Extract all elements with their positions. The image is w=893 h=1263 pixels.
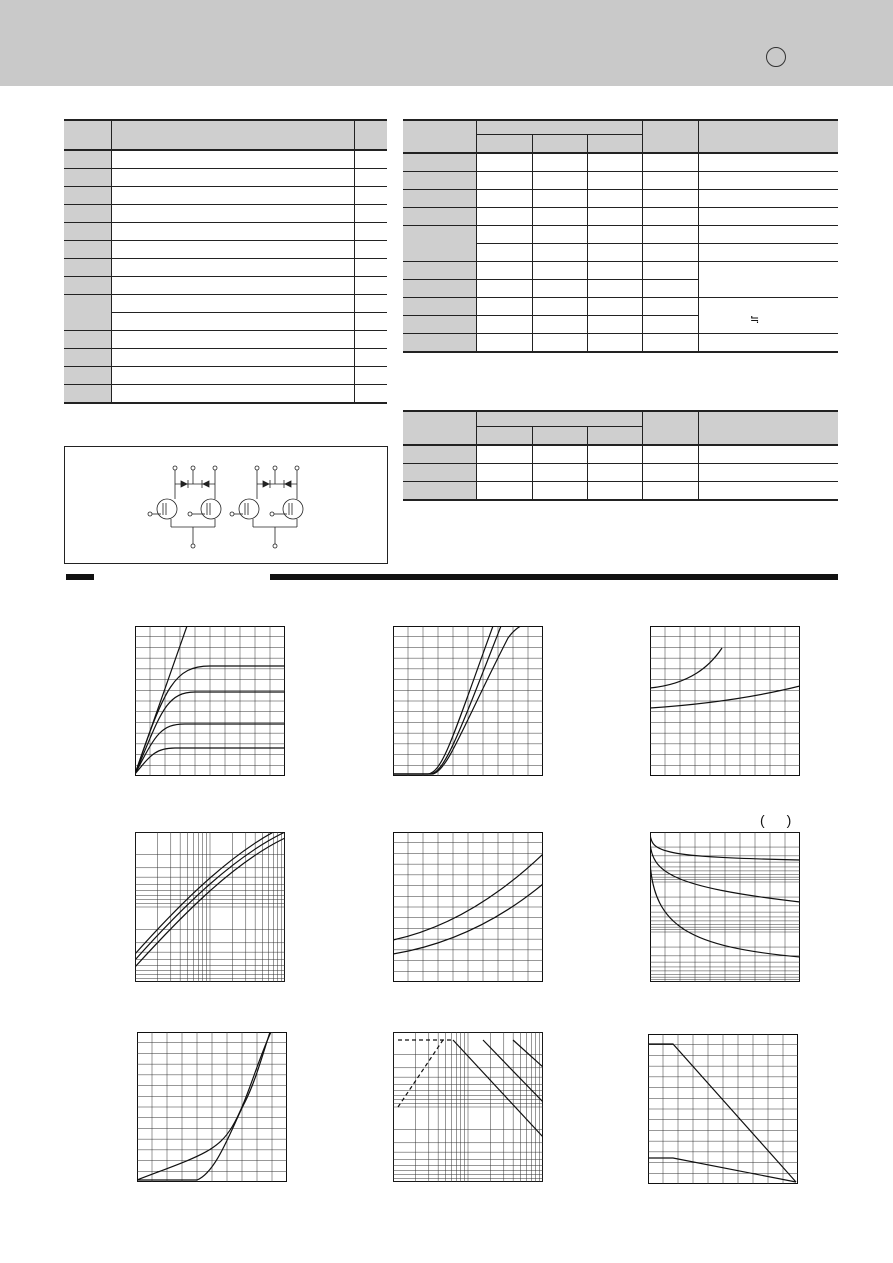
- circuit-unit-1: [148, 466, 221, 548]
- graph-transfer-characteristics: [393, 626, 543, 776]
- graph-log-log-1: [135, 832, 285, 982]
- circuit-unit-2: [230, 466, 303, 548]
- absolute-maximum-ratings-table: [64, 119, 387, 404]
- graph-output-characteristics: [135, 626, 285, 776]
- circle-mark-icon: [766, 47, 786, 67]
- section-bar-left: [66, 574, 94, 580]
- electrical-characteristics-table: [403, 119, 838, 353]
- graph-diode-forward: [137, 1032, 287, 1182]
- equivalent-circuit-box: [64, 446, 388, 564]
- header-band: [0, 0, 893, 86]
- equivalent-circuit-diagram: [65, 447, 387, 563]
- graph-capacitance: [650, 832, 800, 982]
- graph-temperature-1: [393, 832, 543, 982]
- thermal-characteristics-table: [403, 410, 838, 501]
- approx-symbol: ≒: [750, 314, 760, 326]
- graph-paren-note: (): [760, 812, 814, 828]
- section-bar-right: [270, 574, 838, 580]
- graph-safe-operating-area: [393, 1032, 543, 1182]
- graph-on-resistance: [650, 626, 800, 776]
- graph-power-derating: [648, 1034, 798, 1184]
